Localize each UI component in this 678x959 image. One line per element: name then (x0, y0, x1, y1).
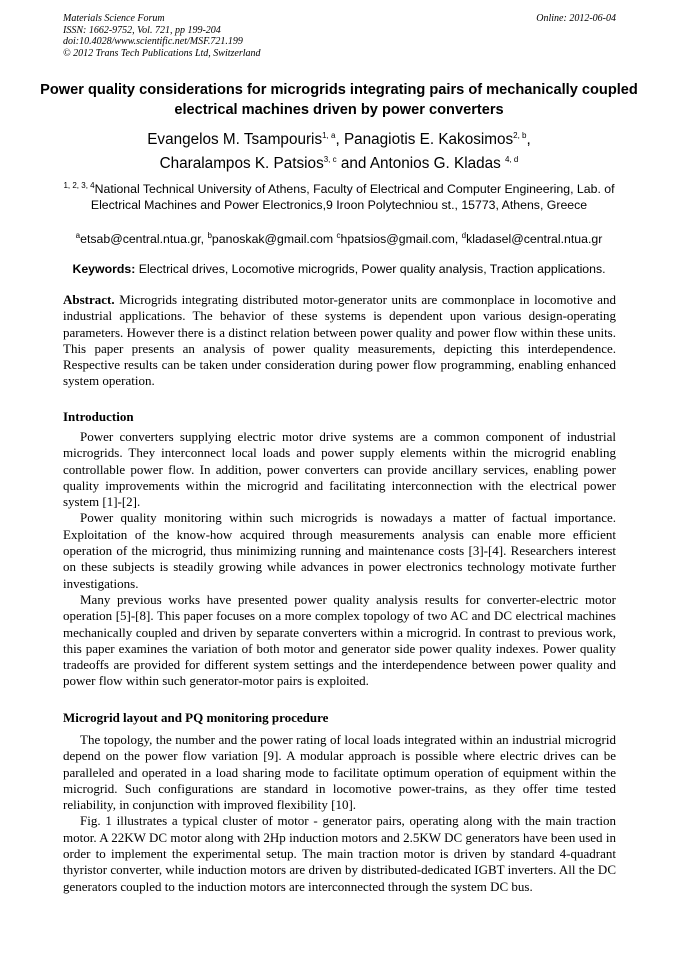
email-superscript: b (207, 230, 212, 240)
abstract-label: Abstract. (63, 292, 115, 307)
paragraph: The topology, the number and the power rating of local loads integrated within an industrial microgrid depend on the power flow variation [9]. A modular approach is possible where electric drives can be paralleled and operated in a load sharing mode to facilitate optimum operation of equipment within the microgrid. Such configurations are standard in locomotive power-trains, as they offer time tested reliability, in conjunction with improved flexibility [10]. (63, 732, 616, 813)
introduction-body (63, 429, 616, 690)
abstract-text: Microgrids integrating distributed motor-generator units are commonplace in locomotive and industrial applications. The behavior of these systems is dependent upon various design-operating parameters. However there is a distinct relation between power quality and power flow within these units. This paper presents an analysis of power quality measurements, depicting this interdependence. Respective results can be taken under consideration during power flow programming, enabling enhanced system operation. (63, 292, 616, 389)
journal-name: Materials Science Forum (63, 13, 165, 24)
author-superscript: 4, d (505, 154, 519, 164)
keywords-text: Electrical drives, Locomotive microgrids, Power quality analysis, Traction applications. (138, 262, 606, 276)
abstract (63, 292, 616, 390)
author-line-1: Evangelos M. Tsampouris$^{1, a}$, Panagiotis E. Kakosimos$^{2, b}$, (147, 130, 531, 148)
paragraph: Power converters supplying electric motor drive systems are a common component of industrial microgrids. They interconnect local loads and power supply elements within the microgrid enabling controllable power flow. In addition, power converters can provide ancillary services, enabling power quality improvements within the microgrid and facilitating interconnection with the electrical power system [1]-[2]. (63, 429, 616, 510)
doi-line: doi:10.4028/www.scientific.net/MSF.721.199 (63, 36, 243, 47)
author-name: Antonios G. Kladas (369, 155, 501, 172)
author-superscript: 3, c (323, 154, 337, 164)
email-list (40, 231, 638, 247)
author-superscript: 2, b (513, 130, 527, 140)
author-name: Charalampos K. Patsios (159, 155, 324, 172)
keywords-label: Keywords: (72, 262, 136, 276)
issn-line: ISSN: 1662-9752, Vol. 721, pp 199-204 (63, 24, 221, 36)
copyright-line: © 2012 Trans Tech Publications Ltd, Switzerland (63, 47, 261, 59)
email-link[interactable]: hpatsios@gmail.com, (340, 232, 459, 246)
email-superscript: c (336, 230, 341, 240)
section-heading-introduction: Introduction (63, 409, 134, 424)
paragraph: Power quality monitoring within such microgrids is nowadays a matter of factual importance. Exploitation of the know-how acquired through measurements analysis can enable more efficient operation of the microgrid, thus minimizing running and maintenance costs [3]-[4]. Researchers interest on these subjects is steadily growing while advances in power electronics technology motivate further investigations. (63, 510, 616, 591)
affiliation-superscript: 1, 2, 3, 4 (63, 180, 95, 190)
email-superscript: d (461, 230, 467, 240)
affiliation (56, 181, 622, 213)
author-name: Panagiotis E. Kakosimos (343, 131, 514, 148)
email-superscript: a (75, 230, 81, 240)
keywords (40, 261, 638, 277)
author-line-2: Charalampos K. Patsios$^{3, c}$ and Antonios G. Kladas $^{4, d}$ (159, 154, 519, 172)
online-date: Online: 2012-06-04 (536, 13, 616, 24)
paragraph: Many previous works have presented power quality analysis results for converter-electric motor operation [5]-[8]. This paper focuses on a more complex topology of two AC and DC electrical machines mechanically coupled and driven by separate converters within a microgrid. In contrast to previous work, this paper examines the variation of both motor and generator side power quality indexes. Power quality tradeoffs are provided for different system settings and the interdependence between power quality and power flow within such generator-motor pairs is exploited. (63, 591, 616, 689)
journal-header (63, 13, 616, 59)
author-name: Evangelos M. Tsampouris (147, 131, 323, 148)
section-heading-microgrid-layout: Microgrid layout and PQ monitoring procedure (63, 710, 329, 725)
email-link[interactable]: kladasel@central.ntua.gr (466, 232, 603, 246)
paper-title: Power quality considerations for microgrids integrating pairs of mechanically coupled electrical machines driven by power converters (40, 82, 638, 118)
email-link[interactable]: panoskak@gmail.com (211, 232, 334, 246)
email-link[interactable]: etsab@central.ntua.gr, (80, 232, 205, 246)
author-superscript: 1, a (322, 130, 336, 140)
microgrid-layout-body (63, 732, 616, 895)
affiliation-text: National Technical University of Athens, Faculty of Electrical and Computer Engineering, Lab. of Electrical Machines and Power Electronics,9 Iroon Polytechniou st., 15773, Athens, Greece (90, 182, 615, 212)
paragraph: Fig. 1 illustrates a typical cluster of motor - generator pairs, operating along with the main traction motor. A 22KW DC motor along with 2Hp induction motors and 2.5KW DC generators have been used in order to implement the experimental setup. The main traction motor is driven by standard 4-quadrant thyristor converter, while induction motors are driven by distributed-dedicated IGBT inverters. All the DC generators coupled to the induction motors are interconnected through the system DC bus. (63, 813, 616, 894)
author-list (40, 128, 638, 176)
